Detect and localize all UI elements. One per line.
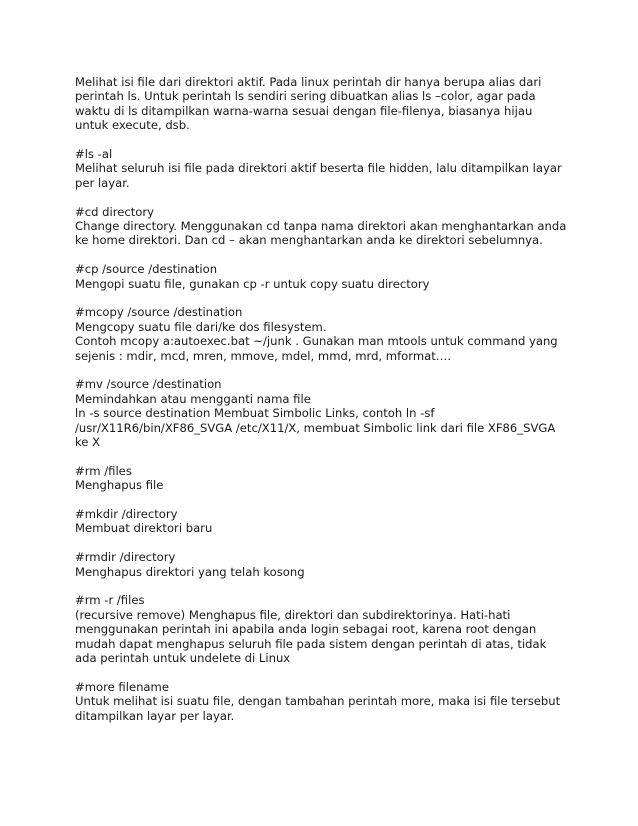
text-paragraph bbox=[75, 377, 575, 449]
text-line: sejenis : mdir, mcd, mren, mmove, mdel, mmd, mrd, mformat…. bbox=[75, 348, 452, 363]
command-heading: #ls -al bbox=[75, 147, 113, 162]
text-line: Untuk melihat isi suatu file, dengan tambahan perintah more, maka isi file tersebut bbox=[75, 694, 561, 709]
text-paragraph bbox=[75, 464, 575, 493]
text-line: Menghapus file bbox=[75, 478, 164, 493]
text-line: (recursive remove) Menghapus file, direktori dan subdirektorinya. Hati-hati bbox=[75, 607, 511, 622]
text-line: ditampilkan layar per layar. bbox=[75, 708, 235, 723]
text-paragraph bbox=[75, 75, 575, 133]
text-paragraph bbox=[75, 593, 575, 665]
text-line: mudah dapat menghapus seluruh file pada sistem dengan perintah di atas, tidak bbox=[75, 636, 547, 651]
command-heading: #more filename bbox=[75, 679, 169, 694]
text-line: menggunakan perintah ini apabila anda login sebagai root, karena root dengan bbox=[75, 622, 537, 637]
text-line: /usr/X11R6/bin/XF86_SVGA /etc/X11/X, membuat Simbolic link dari file XF86_SVGA bbox=[75, 420, 556, 435]
text-line: Melihat seluruh isi file pada direktori aktif beserta file hidden, lalu ditampilkan layar bbox=[75, 161, 562, 176]
text-line: per layar. bbox=[75, 175, 130, 190]
text-line: ke X bbox=[75, 435, 101, 450]
command-heading: #rm -r /files bbox=[75, 593, 145, 608]
text-line: waktu di ls ditampilkan warna-warna sesuai dengan file-filenya, biasanya hijau bbox=[75, 103, 533, 118]
text-line: Melihat isi file dari direktori aktif. Pada linux perintah dir hanya berupa alias dari bbox=[75, 75, 542, 89]
text-line: Change directory. Menggunakan cd tanpa nama direktori akan menghantarkan anda bbox=[75, 219, 567, 234]
text-line: Membuat direktori baru bbox=[75, 521, 213, 536]
text-line: ada perintah untuk undelete di Linux bbox=[75, 651, 291, 666]
text-line: ke home direktori. Dan cd – akan menghantarkan anda ke direktori sebelumnya. bbox=[75, 233, 543, 248]
text-paragraph bbox=[75, 680, 575, 723]
text-paragraph bbox=[75, 205, 575, 248]
text-line: Memindahkan atau mengganti nama file bbox=[75, 391, 311, 406]
command-heading: #mkdir /directory bbox=[75, 507, 178, 522]
command-heading: #cp /source /destination bbox=[75, 262, 218, 277]
command-heading: #mv /source /destination bbox=[75, 377, 222, 392]
command-heading: #cd directory bbox=[75, 204, 154, 219]
text-line: perintah ls. Untuk perintah ls sendiri sering dibuatkan alias ls –color, agar pada bbox=[75, 89, 536, 104]
text-paragraph bbox=[75, 550, 575, 579]
text-paragraph bbox=[75, 507, 575, 536]
command-heading: #rmdir /directory bbox=[75, 550, 176, 565]
text-paragraph bbox=[75, 262, 575, 291]
text-paragraph bbox=[75, 305, 575, 363]
text-paragraph bbox=[75, 147, 575, 190]
command-heading: #mcopy /source /destination bbox=[75, 305, 243, 320]
text-line: Mengcopy suatu file dari/ke dos filesystem. bbox=[75, 319, 327, 334]
document-page bbox=[75, 75, 575, 738]
text-line: Contoh mcopy a:autoexec.bat ~/junk . Gunakan man mtools untuk command yang bbox=[75, 334, 558, 349]
text-line: Menghapus direktori yang telah kosong bbox=[75, 564, 305, 579]
command-heading: #rm /files bbox=[75, 463, 132, 478]
text-line: ln -s source destination Membuat Simbolic Links, contoh ln -sf bbox=[75, 406, 435, 421]
text-line: Mengopi suatu file, gunakan cp -r untuk copy suatu directory bbox=[75, 276, 430, 291]
text-line: untuk execute, dsb. bbox=[75, 118, 190, 133]
